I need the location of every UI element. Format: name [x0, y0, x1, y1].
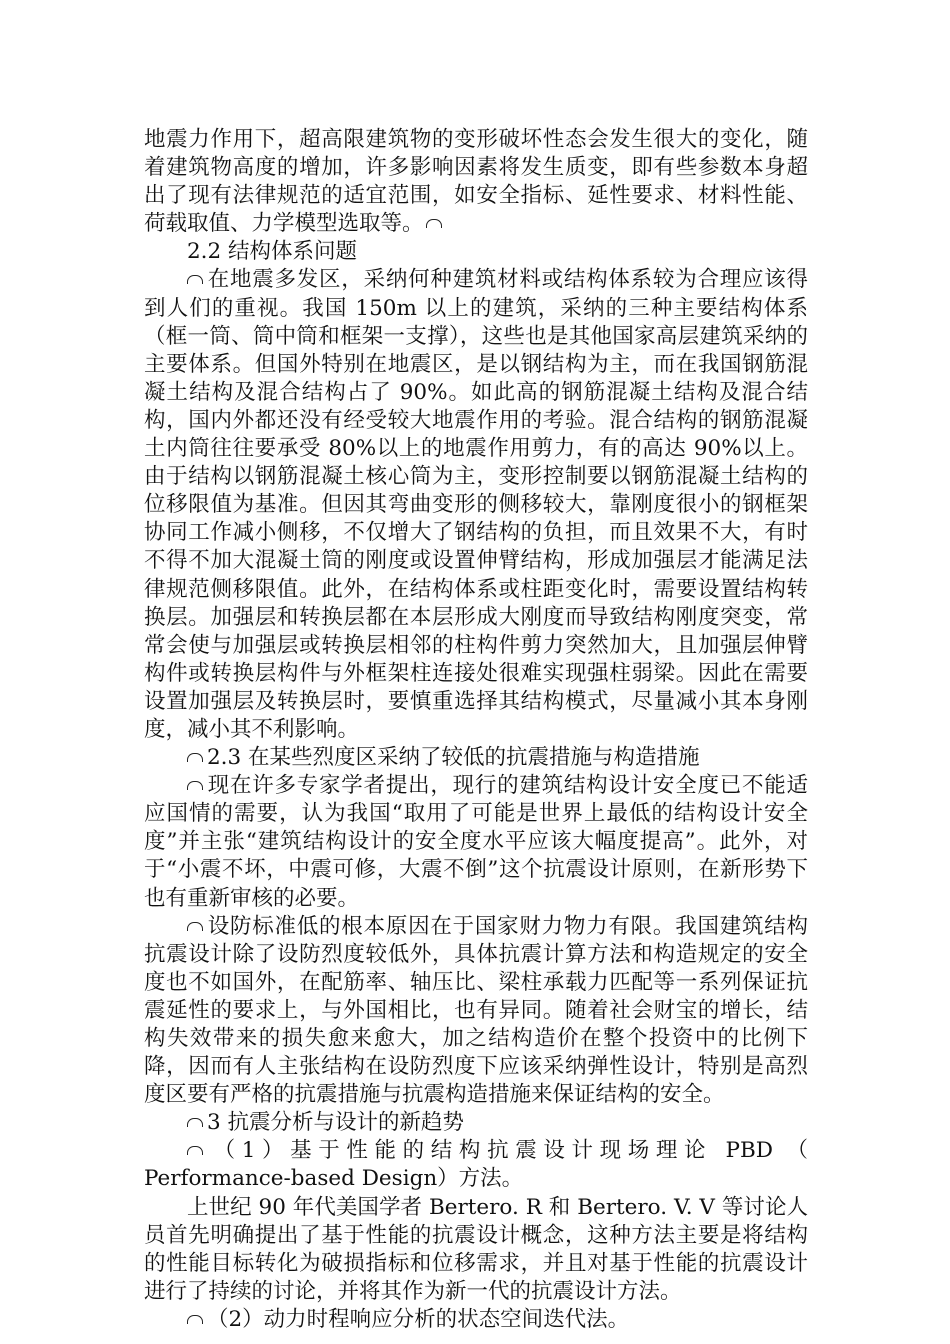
edit-mark-icon [426, 219, 442, 228]
heading-text: （1）基于性能的结构抗震设计现场理论 PBD （ Performance-based Design）方法。 [144, 1138, 808, 1192]
edit-mark-icon [187, 922, 203, 931]
heading-3 [144, 1109, 808, 1137]
edit-mark-icon [187, 275, 203, 284]
heading-text: 3 抗震分析与设计的新趋势 [207, 1110, 465, 1136]
paragraph-fortification-standard [144, 913, 808, 1110]
edit-mark-icon [187, 1118, 203, 1127]
heading-text: （2）动力时程响应分析的状态空间迭代法。 [207, 1306, 630, 1332]
paragraph-text: 地震力作用下，超高限建筑物的变形破坏性态会发生很大的变化，随着建筑物高度的增加，许多影响因素将发生质变，即有些参数本身超出了现有法律规范的适宜范围，如安全指标、延性要求、材料性能、荷载取值、力学模型选取等。 [144, 127, 808, 237]
heading-3-2 [144, 1306, 808, 1334]
edit-mark-icon [187, 781, 203, 790]
paragraph-text: 在地震多发区，采纳何种建筑材料或结构体系较为合理应该得到人们的重视。我国 150m 以上的建筑，采纳的三种主要结构体系（框一筒、筒中筒和框架一支撑），这些也是其他国家高层建筑采纳的主要体系。但国外特别在地震区，是以钢结构为主，而在我国钢筋混凝土结构及混合结构占了 90%。如此高的钢筋混凝土结构及混合结构，国内外都还没有经受较大地震作用的考验。混合结构的钢筋混凝土内筒往往要承受 80%以上的地震作用剪力，有的高达 90%以上。由于结构以钢筋混凝土核心筒为主，变形控制要以钢筋混凝土结构的位移限值为基准。但因其弯曲变形的侧移较大，靠刚度很小的钢框架协同工作减小侧移，不仅增大了钢结构的负担，而且效果不大，有时不得不加大混凝土筒的刚度或设置伸臂结构，形成加强层才能满足法律规范侧移限值。此外，在结构体系或柱距变化时，需要设置结构转换层。加强层和转换层都在本层形成大刚度而导致结构刚度突变，常常会使与加强层或转换层相邻的柱构件剪力突然加大，且加强层伸臂构件或转换层构件与外框架柱连接处很难实现强柱弱梁。因此在需要设置加强层及转换层时，要慎重选择其结构模式，尽量减小其本身刚度，减小其不利影响。 [144, 267, 808, 742]
heading-text: 2.2 结构体系问题 [187, 239, 358, 265]
edit-mark-icon [187, 1315, 203, 1324]
paragraph-text: 上世纪 90 年代美国学者 Bertero. R 和 Bertero. V. V 等讨论人员首先明确提出了基于性能的抗震设计概念，这种方法主要是将结构的性能目标转化为破损指标和位移需求，并且对基于性能的抗震设计进行了持续的讨论，并将其作为新一代的抗震设计方法。 [144, 1194, 808, 1304]
paragraph-structural-system [144, 266, 808, 744]
heading-3-1 [144, 1137, 808, 1193]
edit-mark-icon [187, 1146, 203, 1155]
heading-text: 2.3 在某些烈度区采纳了较低的抗震措施与构造措施 [207, 745, 700, 771]
paragraph-seismic-deformation [144, 126, 808, 238]
paragraph-text: 现在许多专家学者提出，现行的建筑结构设计安全度已不能适应国情的需要，认为我国“取用了可能是世界上最低的结构设计安全度”并主张“建筑结构设计的安全度水平应该大幅度提高”。此外，对于“小震不坏，中震可修，大震不倒”这个抗震设计原则，在新形势下也有重新审核的必要。 [144, 773, 808, 911]
heading-2-2 [144, 238, 808, 266]
paragraph-safety-degree [144, 772, 808, 912]
document-body [144, 126, 808, 1334]
edit-mark-icon [187, 753, 203, 762]
paragraph-text: 设防标准低的根本原因在于国家财力物力有限。我国建筑结构抗震设计除了设防烈度较低外，具体抗震计算方法和构造规定的安全度也不如国外，在配筋率、轴压比、梁柱承载力匹配等一系列保证抗震延性的要求上，与外国相比，也有异同。随着社会财宝的增长，结构失效带来的损失愈来愈大，加之结构造价在整个投资中的比例下降，因而有人主张结构在设防烈度下应该采纳弹性设计，特别是高烈度区要有严格的抗震措施与抗震构造措施来保证结构的安全。 [144, 913, 808, 1108]
paragraph-pbd-history [144, 1194, 808, 1306]
heading-2-3 [144, 744, 808, 772]
